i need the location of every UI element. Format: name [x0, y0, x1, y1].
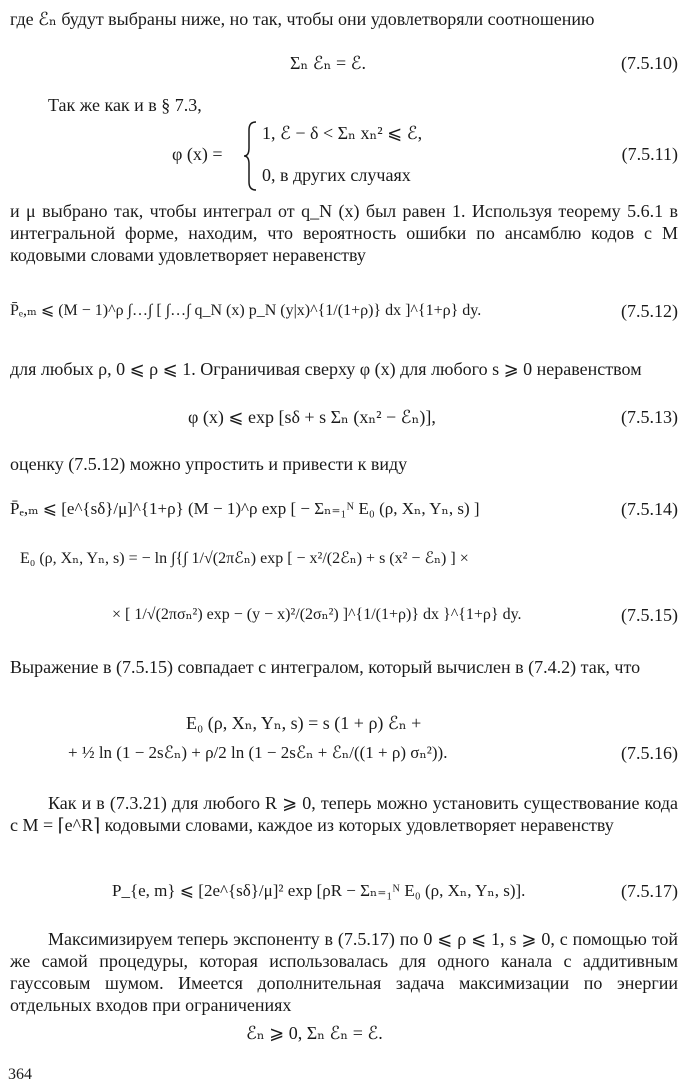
equation-number: (7.5.10)	[621, 53, 678, 73]
equation-7-5-14: P̄ₑ,ₘ ⩽ [e^{sδ}/μ]^{1+ρ} (M − 1)^ρ exp [ − Σₙ₌₁ᴺ E₀ (ρ, Xₙ, Yₙ, s) ]	[10, 499, 480, 518]
paragraph-5: оценку (7.5.12) можно упростить и привести к виду	[10, 454, 408, 474]
equation-7-5-11-case-2: 0, в других случаях	[262, 165, 411, 185]
equation-7-5-12: P̄ₑ,ₘ ⩽ (M − 1)^ρ ∫…∫ [ ∫…∫ q_N (x) p_N (y|x)^{1/(1+ρ)} dx ]^{1+ρ} dy.	[10, 302, 482, 319]
equation-7-5-16-line-1: E₀ (ρ, Xₙ, Yₙ, s) = s (1 + ρ) ℰₙ +	[186, 713, 422, 733]
paragraph-8: Максимизируем теперь экспоненту в (7.5.17) по 0 ⩽ ρ ⩽ 1, s ⩾ 0, с помощью той же самой процедуры, которая использовалась для одного канала с аддитивным гауссовым шумом. Имеется дополнительная задача максимизации по энергии отдельных входов при ограничениях	[10, 929, 678, 1015]
left-brace-icon	[242, 120, 258, 192]
equation-number: (7.5.11)	[621, 144, 678, 164]
equation-constraints: ℰₙ ⩾ 0, Σₙ ℰₙ = ℰ.	[246, 1023, 383, 1043]
equation-number: (7.5.12)	[621, 301, 678, 321]
equation-7-5-10: Σₙ ℰₙ = ℰ.	[290, 53, 366, 73]
equation-7-5-15-line-2: × [ 1/√(2πσₙ²) exp − (y − x)²/(2σₙ²) ]^{1/(1+ρ)} dx }^{1+ρ} dy.	[112, 606, 522, 623]
paragraph-1: где ℰₙ будут выбраны ниже, но так, чтобы они удовлетворяли соотношению	[10, 9, 595, 29]
equation-7-5-15-line-1: E₀ (ρ, Xₙ, Yₙ, s) = − ln ∫{∫ 1/√(2πℰₙ) exp [ − x²/(2ℰₙ) + s (x² − ℰₙ) ] ×	[20, 550, 469, 567]
equation-number: (7.5.14)	[621, 499, 678, 519]
paragraph-3: и μ выбрано так, чтобы интеграл от q_N (x) был равен 1. Используя теорему 5.6.1 в интегральной форме, находим, что вероятность ошибки по ансамблю кодов с M кодовыми словами удовлетворяет неравенству	[10, 201, 678, 265]
equation-number: (7.5.15)	[621, 605, 678, 625]
page-number: 364	[8, 1066, 32, 1083]
equation-number: (7.5.16)	[621, 743, 678, 763]
paragraph-7: Как и в (7.3.21) для любого R ⩾ 0, теперь можно установить существование кода с M = ⌈e^R⌉ кодовыми словами, каждое из которых удовлетворяет неравенству	[10, 793, 678, 835]
equation-7-5-11-case-1: 1, ℰ − δ < Σₙ xₙ² ⩽ ℰ,	[262, 123, 423, 143]
paragraph-4: для любых ρ, 0 ⩽ ρ ⩽ 1. Ограничивая сверху φ (x) для любого s ⩾ 0 неравенством	[10, 359, 642, 379]
equation-7-5-13: φ (x) ⩽ exp [sδ + s Σₙ (xₙ² − ℰₙ)],	[188, 407, 436, 427]
equation-7-5-11-lhs: φ (x) =	[172, 144, 223, 164]
equation-7-5-17: P_{e, m} ⩽ [2e^{sδ}/μ]² exp [ρR − Σₙ₌₁ᴺ E₀ (ρ, Xₙ, Yₙ, s)].	[112, 881, 526, 900]
equation-number: (7.5.13)	[621, 407, 678, 427]
equation-7-5-16-line-2: + ½ ln (1 − 2sℰₙ) + ρ/2 ln (1 − 2sℰₙ + ℰₙ/((1 + ρ) σₙ²)).	[68, 743, 448, 762]
paragraph-6: Выражение в (7.5.15) совпадает с интегралом, который вычислен в (7.4.2) так, что	[10, 657, 641, 677]
paragraph-2: Так же как и в § 7.3,	[48, 95, 202, 115]
equation-number: (7.5.17)	[621, 881, 678, 901]
